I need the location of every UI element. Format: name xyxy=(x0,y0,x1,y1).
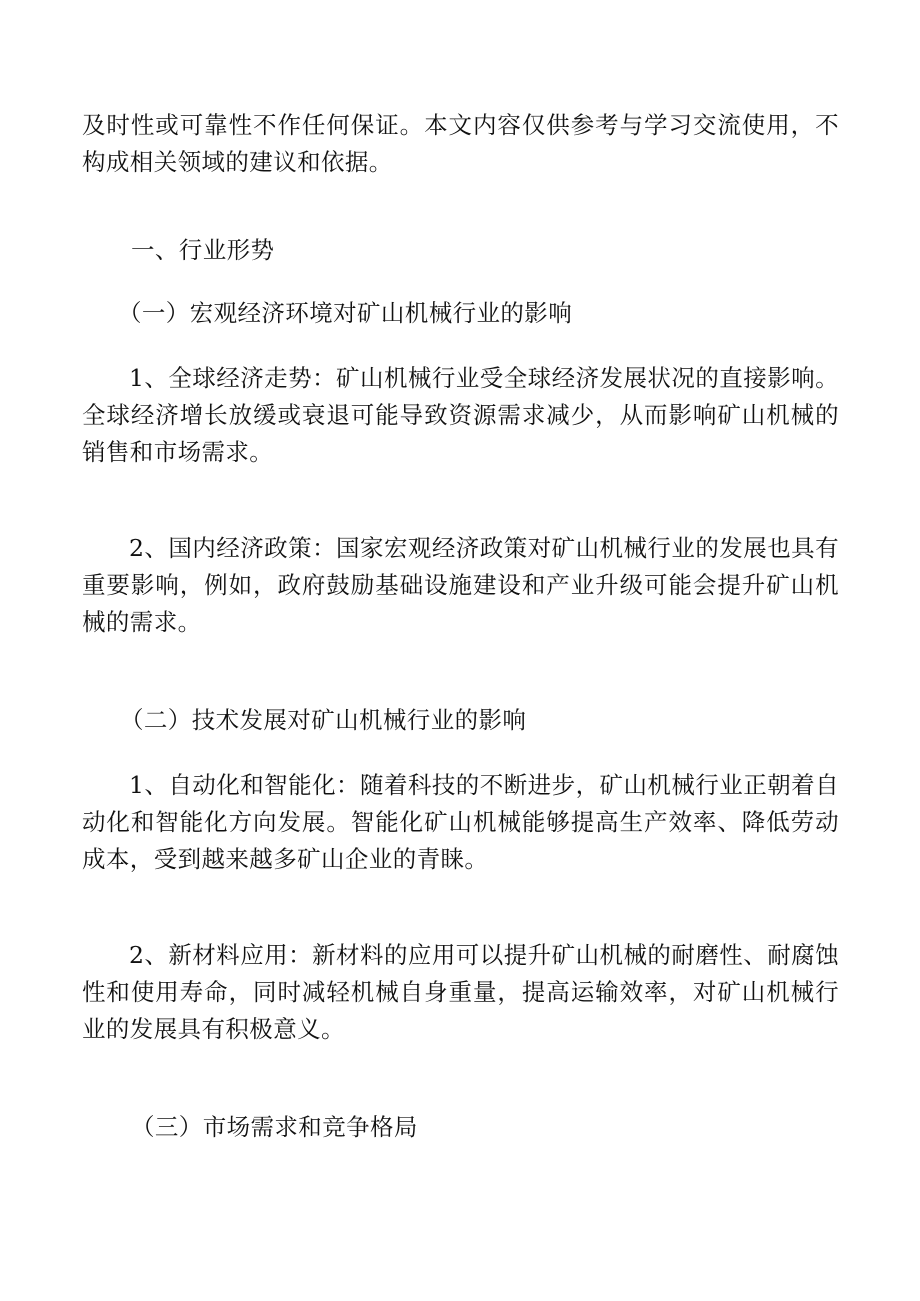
paragraph-global-economy: 1、全球经济走势：矿山机械行业受全球经济发展状况的直接影响。全球经济增长放缓或衰退可能导致资源需求减少，从而影响矿山机械的销售和市场需求。 xyxy=(82,364,839,466)
paragraph-domestic-policy: 2、国内经济政策：国家宏观经济政策对矿山机械行业的发展也具有重要影响，例如，政府鼓励基础设施建设和产业升级可能会提升矿山机械的需求。 xyxy=(82,534,839,636)
subsection-title-technology: （二）技术发展对矿山机械行业的影响 xyxy=(120,706,527,734)
subsection-title-macro-economy: （一）宏观经济环境对矿山机械行业的影响 xyxy=(118,299,573,327)
section-title-industry-situation: 一、行业形势 xyxy=(131,236,275,264)
paragraph-new-materials: 2、新材料应用：新材料的应用可以提升矿山机械的耐磨性、耐腐蚀性和使用寿命，同时减轻机械自身重量，提高运输效率，对矿山机械行业的发展具有积极意义。 xyxy=(82,941,839,1043)
paragraph-automation: 1、自动化和智能化：随着科技的不断进步，矿山机械行业正朝着自动化和智能化方向发展。智能化矿山机械能够提高生产效率、降低劳动成本，受到越来越多矿山企业的青睐。 xyxy=(82,771,839,873)
subsection-title-market-demand: （三）市场需求和竞争格局 xyxy=(131,1113,418,1141)
intro-paragraph: 及时性或可靠性不作任何保证。本文内容仅供参考与学习交流使用，不构成相关领域的建议和依据。 xyxy=(82,111,839,176)
